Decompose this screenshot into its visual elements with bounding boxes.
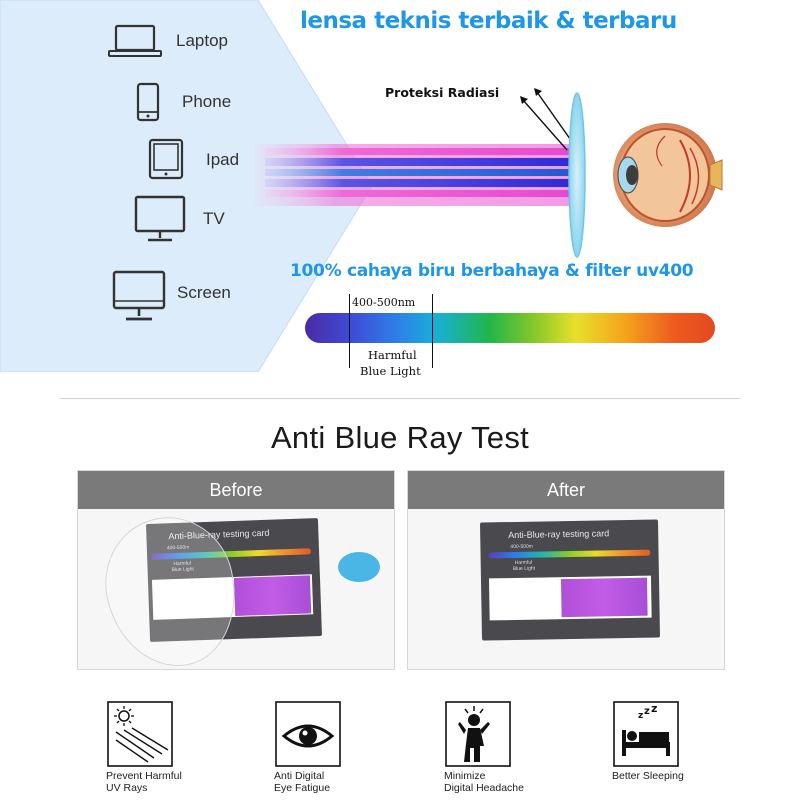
feature-eye-line2: Eye Fatigue — [274, 782, 331, 794]
eye-icon — [274, 700, 342, 768]
card-bluelight-after: Blue Light — [512, 565, 536, 572]
feature-eye-label — [274, 770, 384, 794]
card-purple-after — [561, 578, 648, 617]
blue-finger — [338, 552, 380, 582]
svg-text:z: z — [644, 706, 650, 717]
spectrum-bar — [305, 313, 715, 343]
device-label-ipad: Ipad — [206, 150, 240, 169]
feature-uv-line2: UV Rays — [106, 782, 148, 794]
sun-rays-icon — [106, 700, 174, 768]
card-purple-before — [234, 575, 311, 616]
headline-top: lensa teknis terbaik & terbaru — [300, 8, 677, 34]
sleeping-bed-icon — [612, 700, 680, 768]
feature-headache-label — [444, 770, 554, 794]
spectrum-range-label: 400-500nm — [352, 296, 416, 309]
device-label-screen: Screen — [177, 283, 231, 302]
device-label-tv: TV — [203, 209, 225, 228]
device-label-phone: Phone — [182, 92, 232, 111]
feature-sleep-line1: Better Sleeping — [612, 770, 684, 782]
svg-text:z: z — [638, 711, 644, 721]
top-section — [0, 0, 800, 390]
after-header: After — [408, 471, 724, 509]
svg-text:z: z — [651, 702, 658, 715]
card-harmful-before: Harmful — [173, 560, 192, 568]
section-divider — [60, 398, 740, 399]
feature-headache-line2: Digital Headache — [444, 782, 524, 794]
before-header: Before — [78, 471, 394, 509]
feature-sleep-label — [612, 770, 722, 782]
card-range-before: 400-500m — [166, 544, 190, 552]
card-harmful-after: Harmful — [514, 559, 533, 566]
tv-icon — [134, 195, 186, 243]
feature-eye-line1: Anti Digital — [274, 770, 325, 782]
protection-label: Proteksi Radiasi — [385, 85, 500, 100]
monitor-icon — [112, 270, 166, 324]
tablet-icon — [148, 138, 184, 180]
card-title-before: Anti-Blue-ray testing card — [168, 527, 270, 542]
phone-icon — [136, 82, 160, 122]
harmful-label: Harmful — [368, 348, 417, 362]
device-label-laptop: Laptop — [176, 31, 228, 50]
spectrum-bracket-right — [432, 294, 433, 368]
spectrum-bracket-left — [349, 294, 350, 368]
light-beams-graphic — [255, 80, 725, 270]
headache-person-icon — [444, 700, 512, 768]
feature-headache-line1: Minimize — [444, 770, 486, 782]
card-range-after: 400-500m — [510, 543, 533, 551]
test-title: Anti Blue Ray Test — [270, 420, 530, 455]
card-spectrum-after — [489, 550, 651, 559]
headline-middle: 100% cahaya biru berbahaya & filter uv400 — [290, 261, 694, 281]
card-bluelight-before: Blue Light — [171, 566, 194, 574]
after-panel — [407, 470, 725, 670]
testing-card-after — [480, 519, 660, 640]
blue-light-label: Blue Light — [360, 364, 421, 378]
laptop-icon — [108, 24, 162, 58]
feature-uv-line1: Prevent Harmful — [106, 770, 182, 782]
card-title-after: Anti-Blue-ray testing card — [508, 528, 610, 541]
feature-uv-label — [106, 770, 216, 794]
